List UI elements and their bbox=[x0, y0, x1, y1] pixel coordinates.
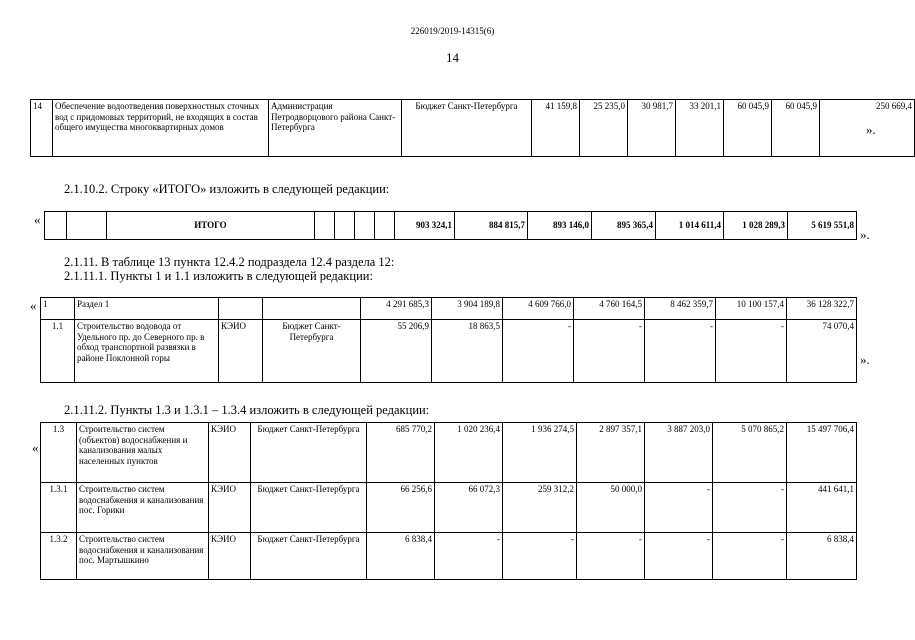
value-cell: 10 100 157,4 bbox=[716, 298, 787, 320]
value-cell: - bbox=[713, 483, 787, 533]
open-quote: « bbox=[32, 440, 39, 455]
value-cell: 685 770,2 bbox=[367, 423, 435, 483]
row-number: 1.3.2 bbox=[41, 533, 77, 580]
paragraph-2-1-11: 2.1.11. В таблице 13 пункта 12.4.2 подраздела 12.4 раздела 12: bbox=[64, 255, 395, 269]
value-cell: - bbox=[503, 320, 574, 383]
value-cell: - bbox=[435, 533, 503, 580]
value-cell: - bbox=[645, 483, 713, 533]
value-cell: - bbox=[716, 320, 787, 383]
row-executor: КЭИО bbox=[209, 533, 251, 580]
value-cell: 66 072,3 bbox=[435, 483, 503, 533]
value-cell: 2 897 357,1 bbox=[577, 423, 645, 483]
itogo-label: ИТОГО bbox=[107, 212, 315, 240]
row-number: 1 bbox=[41, 298, 75, 320]
total-cell: 441 641,1 bbox=[787, 483, 857, 533]
row-executor: КЭИО bbox=[209, 423, 251, 483]
value-cell: - bbox=[574, 320, 645, 383]
close-quote: ». bbox=[860, 227, 870, 242]
row-executor bbox=[219, 298, 263, 320]
total-cell: 250 669,4 bbox=[820, 100, 915, 157]
row-number: 1.3 bbox=[41, 423, 77, 483]
open-quote: « bbox=[34, 212, 41, 227]
value-cell: 8 462 359,7 bbox=[645, 298, 716, 320]
itogo-value: 893 146,0 bbox=[528, 212, 592, 240]
row-source: Бюджет Санкт-Петербурга bbox=[251, 483, 367, 533]
value-cell: 3 887 203,0 bbox=[645, 423, 713, 483]
value-cell: 1 936 274,5 bbox=[503, 423, 577, 483]
value-cell: 25 235,0 bbox=[580, 100, 628, 157]
value-cell: 41 159,8 bbox=[532, 100, 580, 157]
value-cell: 60 045,9 bbox=[772, 100, 820, 157]
row-source: Бюджет Санкт-Петербурга bbox=[251, 423, 367, 483]
value-cell: 50 000,0 bbox=[577, 483, 645, 533]
total-cell: 6 838,4 bbox=[787, 533, 857, 580]
row-name: Строительство систем (объектов) водоснабжения и канализования малых населенных пунктов bbox=[77, 423, 209, 483]
open-quote: « bbox=[30, 298, 37, 313]
row-name: Строительство систем водоснабжения и канализования пос. Горики bbox=[77, 483, 209, 533]
row-source: Бюджет Санкт-Петербурга bbox=[402, 100, 532, 157]
close-quote: ». bbox=[866, 122, 876, 137]
row-executor: Администрация Петродворцового района Санкт-Петербурга bbox=[269, 100, 402, 157]
paragraph-2-1-10-2: 2.1.10.2. Строку «ИТОГО» изложить в следующей редакции: bbox=[64, 182, 390, 196]
value-cell: 6 838,4 bbox=[367, 533, 435, 580]
value-cell: - bbox=[577, 533, 645, 580]
total-cell: 36 128 322,7 bbox=[787, 298, 857, 320]
paragraph-2-1-11-1: 2.1.11.1. Пункты 1 и 1.1 изложить в следующей редакции: bbox=[64, 269, 373, 283]
itogo-value: 895 365,4 bbox=[592, 212, 656, 240]
row-number: 1.1 bbox=[41, 320, 75, 383]
table13-section1 bbox=[40, 297, 857, 383]
value-cell: - bbox=[645, 320, 716, 383]
value-cell: - bbox=[645, 533, 713, 580]
value-cell: 259 312,2 bbox=[503, 483, 577, 533]
value-cell: 30 981,7 bbox=[628, 100, 676, 157]
value-cell: - bbox=[503, 533, 577, 580]
row-source: Бюджет Санкт-Петербурга bbox=[251, 533, 367, 580]
table13-items-1-3 bbox=[40, 422, 857, 580]
table-row-14 bbox=[30, 99, 915, 157]
row-executor: КЭИО bbox=[209, 483, 251, 533]
row-source bbox=[263, 298, 361, 320]
value-cell: - bbox=[713, 533, 787, 580]
itogo-total: 5 619 551,8 bbox=[788, 212, 857, 240]
total-cell: 15 497 706,4 bbox=[787, 423, 857, 483]
row-executor: КЭИО bbox=[219, 320, 263, 383]
total-cell: 74 070,4 bbox=[787, 320, 857, 383]
itogo-table bbox=[44, 211, 857, 240]
value-cell: 33 201,1 bbox=[676, 100, 724, 157]
value-cell: 3 904 189,8 bbox=[432, 298, 503, 320]
value-cell: 55 206,9 bbox=[361, 320, 432, 383]
close-quote: ». bbox=[860, 352, 870, 367]
value-cell: 1 020 236,4 bbox=[435, 423, 503, 483]
itogo-value: 1 014 611,4 bbox=[656, 212, 724, 240]
row-number: 1.3.1 bbox=[41, 483, 77, 533]
row-name: Строительство систем водоснабжения и канализования пос. Мартышкино bbox=[77, 533, 209, 580]
row-name: Строительство водовода от Удельного пр. до Северного пр. в обход транспортной развязки в районе Поклонной горы bbox=[75, 320, 219, 383]
value-cell: 60 045,9 bbox=[724, 100, 772, 157]
itogo-value: 1 028 289,3 bbox=[724, 212, 788, 240]
value-cell: 5 070 865,2 bbox=[713, 423, 787, 483]
value-cell: 18 863,5 bbox=[432, 320, 503, 383]
value-cell: 4 291 685,3 bbox=[361, 298, 432, 320]
itogo-value: 903 324,1 bbox=[395, 212, 455, 240]
row-source: Бюджет Санкт-Петербурга bbox=[263, 320, 361, 383]
document-number: 226019/2019-14315(6) bbox=[410, 26, 495, 36]
value-cell: 66 256,6 bbox=[367, 483, 435, 533]
page-number: 14 bbox=[446, 50, 459, 65]
value-cell: 4 609 766,0 bbox=[503, 298, 574, 320]
row-name: Раздел 1 bbox=[75, 298, 219, 320]
row-name: Обеспечение водоотведения поверхностных сточных вод с придомовых территорий, не входящих в состав общего имущества многоквартирных домов bbox=[53, 100, 269, 157]
itogo-value: 884 815,7 bbox=[455, 212, 528, 240]
paragraph-2-1-11-2: 2.1.11.2. Пункты 1.3 и 1.3.1 – 1.3.4 изложить в следующей редакции: bbox=[64, 403, 430, 417]
value-cell: 4 760 164,5 bbox=[574, 298, 645, 320]
row-number: 14 bbox=[31, 100, 53, 157]
